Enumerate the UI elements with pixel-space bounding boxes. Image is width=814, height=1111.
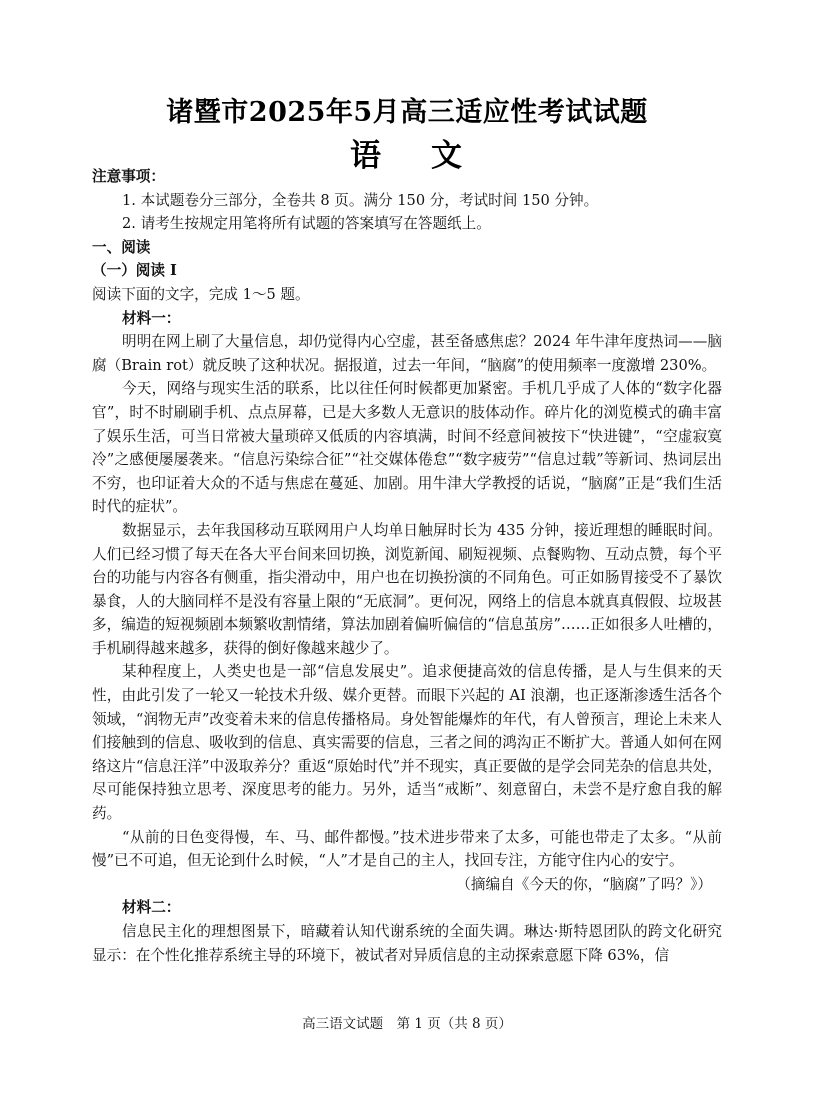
page-footer: 高三语文试题 第 1 页（共 8 页） [302, 1016, 512, 1032]
notice-item-2: 2. 请考生按规定用笔将所有试题的答案填写在答题纸上。 [122, 215, 491, 233]
section-heading: 一、阅读 [92, 238, 151, 256]
material1-paragraph: 今天，网络与现实生活的联系，比以往任何时候都更加紧密。手机几乎成了人体的“数字化器官”，时不时刷刷手机、点点屏幕，已是大多数人无意识的肢体动作。碎片化的浏览模式的确丰富了娱乐生活，可当日常被大量琐碎又低质的内容填满，时间不经意间被按下“快进键”，“空虚寂寞冷”之感便屡屡袭来。“信息污染综合征”“社交媒体倦怠”“数字疲劳”“信息过载”等新词、热词层出不穷，也印证着大众的不适与焦虑在蔓延、加剧。用牛津大学教授的话说，“脑腐”正是“我们生活时代的症状”。 [92, 380, 722, 516]
material1-label: 材料一： [122, 309, 181, 327]
material1-paragraph: 某种程度上，人类史也是一部“信息发展史”。追求便捷高效的信息传播，是人与生俱来的天性，由此引发了一轮又一轮技术升级、媒介更替。而眼下兴起的 AI 浪潮，也正逐渐渗透生活各个领域，“润物无声”改变着未来的信息传播格局。身处智能爆炸的年代，有人曾预言，理论上未来人们接触到的信息、吸收到的信息、真实需要的信息，三者之间的鸿沟正不断扩大。普通人如何在网络这片“信息汪洋”中汲取养分？重返“原始时代”并不现实，真正要做的是学会同芜杂的信息共处，尽可能保持独立思考、深度思考的能力。另外，适当“戒断”、刻意留白，未尝不是疗愈自我的解药。 [92, 663, 722, 823]
material1-source: （摘编自《今天的你，“脑腐”了吗？》） [456, 875, 712, 893]
reading-instruction: 阅读下面的文字，完成 1～5 题。 [92, 285, 310, 303]
material2-paragraph: 信息民主化的理想图景下，暗藏着认知代谢系统的全面失调。琳达·斯特恩团队的跨文化研究显示：在个性化推荐系统主导的环境下，被试者对异质信息的主动探索意愿下降 63%，信 [92, 923, 722, 964]
exam-title: 诸暨市2025年5月高三适应性考试试题 [166, 97, 648, 128]
notice-heading: 注意事项： [92, 168, 165, 185]
notice-item-1: 1. 本试题卷分三部分，全卷共 8 页。满分 150 分，考试时间 150 分钟。 [122, 191, 599, 209]
material1-paragraph: 数据显示，去年我国移动互联网用户人均单日触屏时长为 435 分钟，接近理想的睡眠时间。人们已经习惯了每天在各大平台间来回切换，浏览新闻、刷短视频、点餐购物、互动点赞，每个平台的功能与内容各有侧重，指尖滑动中，用户也在切换扮演的不同角色。可正如肠胃接受不了暴饮暴食，人的大脑同样不是没有容量上限的“无底洞”。更何况，网络上的信息本就真真假假、垃圾甚多，编造的短视频剧本频繁收割情绪，算法加剧着偏听偏信的“信息茧房”……正如很多人吐槽的，手机刷得越来越多，获得的倒好像越来越少了。 [92, 521, 722, 657]
subsection-heading: （一）阅读 I [92, 262, 177, 280]
material1-paragraph: 明明在网上刷了大量信息，却仍觉得内心空虚，甚至备感焦虑？2024 年牛津年度热词——脑腐（Brain rot）就反映了这种状况。据报道，过去一年间，“脑腐”的使用频率一度激增 230%。 [92, 333, 722, 374]
subject-char-1: 语 [350, 138, 383, 174]
subject-char-2: 文 [431, 138, 464, 174]
material1-paragraph: “从前的日色变得慢，车、马、邮件都慢。”技术进步带来了太多，可能也带走了太多。“从前慢”已不可追，但无论到什么时候，“人”才是自己的主人，找回专注，方能守住内心的安宁。 [92, 828, 722, 870]
exam-body [92, 165, 722, 967]
material2-label: 材料二： [122, 899, 181, 917]
